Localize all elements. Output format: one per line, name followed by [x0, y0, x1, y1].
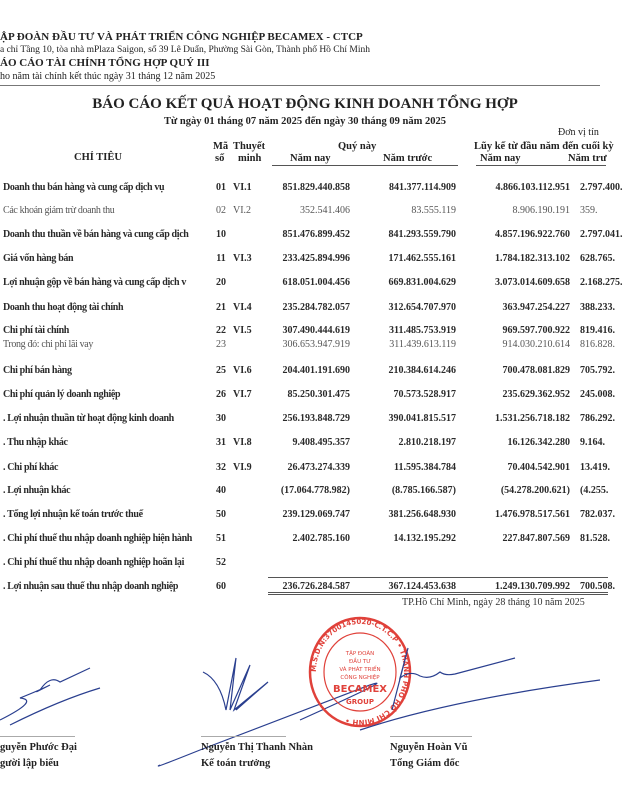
value-ytd-this-year: 1.249.130.709.992 — [495, 581, 570, 592]
row-label: Doanh thu hoạt động tài chính — [3, 302, 124, 313]
value-quarter-last-year: 669.831.004.629 — [388, 277, 456, 288]
value-quarter-this-year: 352.541.406 — [300, 205, 350, 216]
value-quarter-last-year: 312.654.707.970 — [388, 302, 456, 313]
value-ytd-last-year: 245.008. — [580, 389, 615, 400]
svg-text:CÔNG NGHIỆP: CÔNG NGHIỆP — [340, 675, 380, 681]
signatures-and-stamp — [0, 600, 600, 800]
row-label: . Tổng lợi nhuận kế toán trước thuế — [3, 509, 143, 520]
value-ytd-this-year: 16.126.342.280 — [507, 437, 570, 448]
value-ytd-this-year: 4.866.103.112.951 — [495, 182, 570, 193]
table-row — [0, 204, 600, 217]
table-row — [0, 556, 600, 569]
value-quarter-this-year: 256.193.848.729 — [282, 413, 350, 424]
row-label: . Lợi nhuận sau thuế thu nhập doanh nghiệp — [3, 581, 179, 592]
value-ytd-this-year: 8.906.190.191 — [512, 205, 570, 216]
table-row — [0, 181, 623, 194]
row-label: . Lợi nhuận thuần từ hoạt động kinh doanh — [3, 413, 174, 424]
value-quarter-this-year: 236.726.284.587 — [282, 581, 350, 592]
signature-director — [360, 648, 600, 730]
total-bottom-line — [268, 592, 608, 595]
svg-text:BECAMEX: BECAMEX — [332, 684, 388, 695]
col-note-2: minh — [238, 153, 262, 164]
col-ytd: Lũy kế từ đầu năm đến cuối kỳ — [474, 141, 614, 152]
page-title: BÁO CÁO KẾT QUẢ HOẠT ĐỘNG KINH DOANH TỔNG HỢP — [92, 96, 518, 112]
company-stamp — [310, 618, 411, 726]
col-q-now: Năm nay — [290, 153, 331, 164]
value-quarter-last-year: 11.595.384.784 — [394, 462, 456, 473]
row-label: Chi phí quản lý doanh nghiệp — [3, 389, 121, 400]
value-quarter-last-year: 381.256.648.930 — [388, 509, 456, 520]
col-indicator: CHỈ TIÊU — [74, 152, 122, 163]
value-ytd-last-year: (4.255. — [580, 485, 609, 496]
row-code: 50 — [216, 509, 226, 520]
value-ytd-last-year: 819.416. — [580, 325, 615, 336]
value-quarter-last-year: 841.377.114.909 — [389, 182, 456, 193]
table-row — [0, 364, 615, 377]
sign-line — [201, 736, 286, 737]
table-row — [0, 338, 615, 351]
value-ytd-this-year: 1.531.256.718.182 — [495, 413, 570, 424]
table-row — [0, 276, 623, 289]
value-ytd-last-year: 2.168.275. — [580, 277, 623, 288]
table-row — [0, 412, 615, 425]
value-quarter-last-year: 841.293.559.790 — [388, 229, 456, 240]
value-quarter-last-year: 390.041.815.517 — [388, 413, 456, 424]
unit: Đơn vị tín — [558, 127, 599, 138]
table-row — [0, 388, 615, 401]
signature-preparer — [0, 668, 100, 725]
row-code: 40 — [216, 485, 226, 496]
row-code: 21 — [216, 302, 226, 313]
row-note: VI.5 — [233, 325, 252, 336]
value-ytd-last-year: 700.508. — [580, 581, 615, 592]
value-ytd-this-year: 969.597.700.922 — [502, 325, 570, 336]
period: Từ ngày 01 tháng 07 năm 2025 đến ngày 30 tháng 09 năm 2025 — [164, 116, 446, 127]
value-ytd-last-year: 13.419. — [580, 462, 610, 473]
value-ytd-last-year: 782.037. — [580, 509, 615, 520]
value-ytd-this-year: 235.629.362.952 — [502, 389, 570, 400]
value-quarter-last-year: 2.810.218.197 — [398, 437, 456, 448]
value-quarter-this-year: 26.473.274.339 — [287, 462, 350, 473]
value-quarter-this-year: 85.250.301.475 — [287, 389, 350, 400]
row-code: 51 — [216, 533, 226, 544]
col-q-prev: Năm trước — [383, 153, 433, 164]
row-code: 25 — [216, 365, 226, 376]
company-name: ẬP ĐOÀN ĐẦU TƯ VÀ PHÁT TRIỂN CÔNG NGHIỆP BECAMEX - CTCP — [0, 31, 363, 43]
row-label: Giá vốn hàng bán — [3, 253, 74, 264]
row-note: VI.9 — [233, 462, 252, 473]
row-code: 11 — [216, 253, 226, 264]
value-quarter-this-year: 851.476.899.452 — [282, 229, 350, 240]
row-code: 30 — [216, 413, 226, 424]
value-ytd-last-year: 388.233. — [580, 302, 615, 313]
value-ytd-last-year: 786.292. — [580, 413, 615, 424]
col-code-2: số — [215, 153, 225, 164]
value-quarter-last-year: 70.573.528.917 — [393, 389, 456, 400]
signer-role: gười lập biểu — [0, 758, 59, 769]
value-quarter-this-year: (17.064.778.982) — [280, 485, 350, 496]
signer-role: Kế toán trưởng — [201, 758, 271, 769]
row-note: VI.4 — [233, 302, 252, 313]
value-quarter-this-year: 618.051.004.456 — [282, 277, 350, 288]
svg-text:TẬP ĐOÀN: TẬP ĐOÀN — [345, 651, 375, 657]
signer-name: Nguyễn Thị Thanh Nhàn — [201, 742, 313, 753]
value-ytd-this-year: 914.030.210.614 — [502, 339, 570, 350]
row-label: Doanh thu bán hàng và cung cấp dịch vụ — [3, 182, 165, 193]
value-ytd-this-year: 1.476.978.517.561 — [495, 509, 570, 520]
row-label: . Thu nhập khác — [3, 437, 68, 448]
col-ytd-prev: Năm trư — [568, 153, 607, 164]
ytd-underline — [476, 165, 606, 166]
place-date: TP.Hồ Chí Minh, ngày 28 tháng 10 năm 2025 — [402, 597, 585, 608]
value-ytd-this-year: 227.847.807.569 — [502, 533, 570, 544]
row-code: 32 — [216, 462, 226, 473]
row-label: . Chi phí khác — [3, 462, 59, 473]
value-quarter-last-year: (8.785.166.587) — [391, 485, 456, 496]
signer-role: Tổng Giám đốc — [390, 758, 460, 769]
value-quarter-this-year: 851.829.440.858 — [282, 182, 350, 193]
table-row — [0, 532, 610, 545]
value-quarter-last-year: 210.384.614.246 — [388, 365, 456, 376]
row-code: 10 — [216, 229, 226, 240]
row-label: Các khoản giảm trừ doanh thu — [3, 205, 115, 216]
signer-name: guyễn Phước Đại — [0, 742, 77, 753]
value-ytd-last-year: 816.828. — [580, 339, 615, 350]
row-label: . Chi phí thuế thu nhập doanh nghiệp hoãn lại — [3, 557, 185, 568]
row-label: Chi phí tài chính — [3, 325, 70, 336]
row-label: . Chi phí thuế thu nhập doanh nghiệp hiện hành — [3, 533, 193, 544]
value-ytd-this-year: (54.278.200.621) — [500, 485, 570, 496]
value-quarter-last-year: 311.485.753.919 — [389, 325, 456, 336]
row-note: VI.3 — [233, 253, 252, 264]
value-quarter-this-year: 9.408.495.357 — [292, 437, 350, 448]
value-ytd-this-year: 70.404.542.901 — [507, 462, 570, 473]
value-ytd-this-year: 700.478.081.829 — [502, 365, 570, 376]
value-quarter-last-year: 14.132.195.292 — [393, 533, 456, 544]
row-label: Doanh thu thuần về bán hàng và cung cấp dịch — [3, 229, 189, 240]
row-code: 02 — [216, 205, 226, 216]
table-row — [0, 252, 615, 265]
value-quarter-last-year: 171.462.555.161 — [388, 253, 456, 264]
svg-text:M.S.D.N:3700145020-C.T.C.P • T: M.S.D.N:3700145020-C.T.C.P • THÀNH PHỐ HỒ CHÍ MINH • — [309, 617, 411, 727]
value-quarter-this-year: 235.284.782.057 — [282, 302, 350, 313]
row-note: VI.2 — [233, 205, 252, 216]
col-quarter: Quý này — [338, 141, 377, 152]
col-note: Thuyết — [233, 141, 266, 152]
fiscal-year: ho năm tài chính kết thúc ngày 31 tháng 12 năm 2025 — [0, 71, 216, 82]
row-code: 22 — [216, 325, 226, 336]
value-ytd-last-year: 705.792. — [580, 365, 615, 376]
value-ytd-last-year: 359. — [580, 205, 598, 216]
row-code: 52 — [216, 557, 226, 568]
value-quarter-this-year: 306.653.947.919 — [282, 339, 350, 350]
value-ytd-this-year: 4.857.196.922.760 — [495, 229, 570, 240]
table-row — [0, 484, 609, 497]
value-ytd-last-year: 628.765. — [580, 253, 615, 264]
header-divider — [0, 85, 600, 86]
value-ytd-last-year: 2.797.041. — [580, 229, 623, 240]
table-row — [0, 436, 605, 449]
svg-text:GROUP: GROUP — [346, 698, 374, 706]
row-note: VI.7 — [233, 389, 252, 400]
row-note: VI.1 — [233, 182, 252, 193]
total-top-line — [268, 577, 608, 578]
value-quarter-last-year: 83.555.119 — [411, 205, 456, 216]
value-ytd-last-year: 9.164. — [580, 437, 605, 448]
row-code: 23 — [216, 339, 226, 350]
value-ytd-this-year: 3.073.014.609.658 — [495, 277, 570, 288]
row-code: 31 — [216, 437, 226, 448]
value-quarter-this-year: 307.490.444.619 — [282, 325, 350, 336]
row-code: 26 — [216, 389, 226, 400]
row-label: Trong đó: chi phí lãi vay — [3, 339, 94, 350]
value-quarter-this-year: 2.402.785.160 — [292, 533, 350, 544]
table-row — [0, 508, 615, 521]
row-label: Lợi nhuận gộp về bán hàng và cung cấp dịch v — [3, 277, 186, 288]
value-ytd-this-year: 1.784.182.313.102 — [495, 253, 570, 264]
table-row — [0, 324, 615, 337]
svg-text:ĐẦU TƯ: ĐẦU TƯ — [349, 659, 371, 665]
row-note: VI.8 — [233, 437, 252, 448]
value-ytd-this-year: 363.947.254.227 — [502, 302, 570, 313]
sign-line — [390, 736, 472, 737]
signer-name: Nguyễn Hoàn Vũ — [390, 742, 468, 753]
report-name: ÁO CÁO TÀI CHÍNH TỔNG HỢP QUÝ III — [0, 57, 210, 69]
value-quarter-last-year: 311.439.613.119 — [389, 339, 456, 350]
row-label: . Lợi nhuận khác — [3, 485, 71, 496]
svg-text:VÀ PHÁT TRIỂN: VÀ PHÁT TRIỂN — [339, 667, 381, 673]
sign-line — [0, 736, 75, 737]
row-code: 01 — [216, 182, 226, 193]
value-quarter-this-year: 204.401.191.690 — [282, 365, 350, 376]
table-row — [0, 461, 610, 474]
row-note: VI.6 — [233, 365, 252, 376]
value-ytd-last-year: 81.528. — [580, 533, 610, 544]
col-ytd-now: Năm nay — [480, 153, 521, 164]
value-ytd-last-year: 2.797.400. — [580, 182, 623, 193]
row-code: 60 — [216, 581, 226, 592]
col-code: Mã — [213, 141, 229, 152]
company-address: a chỉ Tầng 10, tòa nhà mPlaza Saigon, số 39 Lê Duẩn, Phường Sài Gòn, Thành phố Hồ Chí Minh — [0, 45, 370, 55]
quarter-underline — [272, 165, 458, 166]
row-label: Chi phí bán hàng — [3, 365, 72, 376]
value-quarter-this-year: 233.425.894.996 — [282, 253, 350, 264]
value-quarter-last-year: 367.124.453.638 — [388, 581, 456, 592]
row-code: 20 — [216, 277, 226, 288]
table-row — [0, 228, 623, 241]
table-row — [0, 301, 615, 314]
value-quarter-this-year: 239.129.069.747 — [282, 509, 350, 520]
